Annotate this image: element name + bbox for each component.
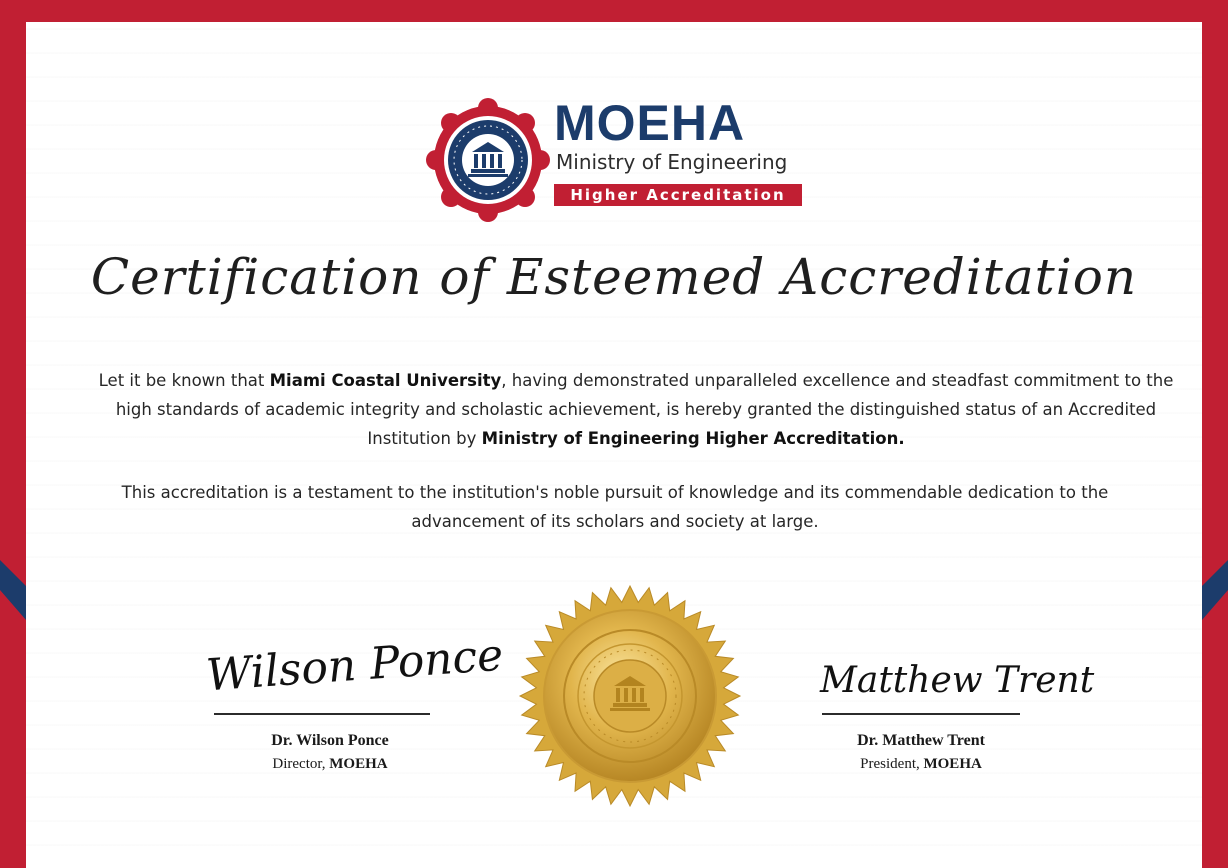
signatory-left-name: Dr. Wilson Ponce: [271, 732, 389, 749]
signature-left: Wilson Ponce: [204, 629, 505, 702]
seal-emblem-icon: [426, 98, 550, 222]
brand-tagline: Higher Accreditation: [554, 184, 802, 206]
brand-subtitle: Ministry of Engineering: [556, 150, 788, 174]
signatory-right-name: Dr. Matthew Trent: [857, 732, 985, 749]
signatory-right: [791, 732, 1051, 773]
authority-name: Ministry of Engineering Higher Accreditation.: [481, 429, 905, 448]
certificate-statement: [96, 366, 1176, 453]
brand-name: MOEHA: [554, 95, 746, 151]
brand-logo: [426, 95, 806, 222]
certificate-title: Certification of Esteemed Accreditation: [90, 248, 1138, 306]
signature-line-left: [214, 713, 430, 715]
signatory-left-org: MOEHA: [329, 756, 388, 772]
signature-line-right: [822, 713, 1020, 715]
signatory-left: [200, 732, 460, 773]
institution-name: Miami Coastal University: [269, 371, 502, 390]
certificate-testament: This accreditation is a testament to the institution's noble pursuit of knowledge and its commendable dedication to the advancement of its scholars and society at large.: [121, 483, 1109, 531]
signatory-right-role: [791, 756, 1051, 773]
statement-intro: Let it be known that: [98, 371, 270, 390]
signatory-right-title: President,: [860, 756, 924, 772]
signature-right: Matthew Trent: [820, 660, 1095, 701]
signatory-right-org: MOEHA: [923, 756, 982, 772]
gold-seal-icon: [518, 584, 742, 808]
signatory-left-role: [200, 756, 460, 773]
signatory-left-title: Director,: [272, 756, 330, 772]
statement-body: , having demonstrated unparalleled excellence and steadfast commitment to the high standards of academic integrity and scholastic achievement, is hereby granted the distinguished status of an Accredited Institution by: [115, 371, 1174, 448]
